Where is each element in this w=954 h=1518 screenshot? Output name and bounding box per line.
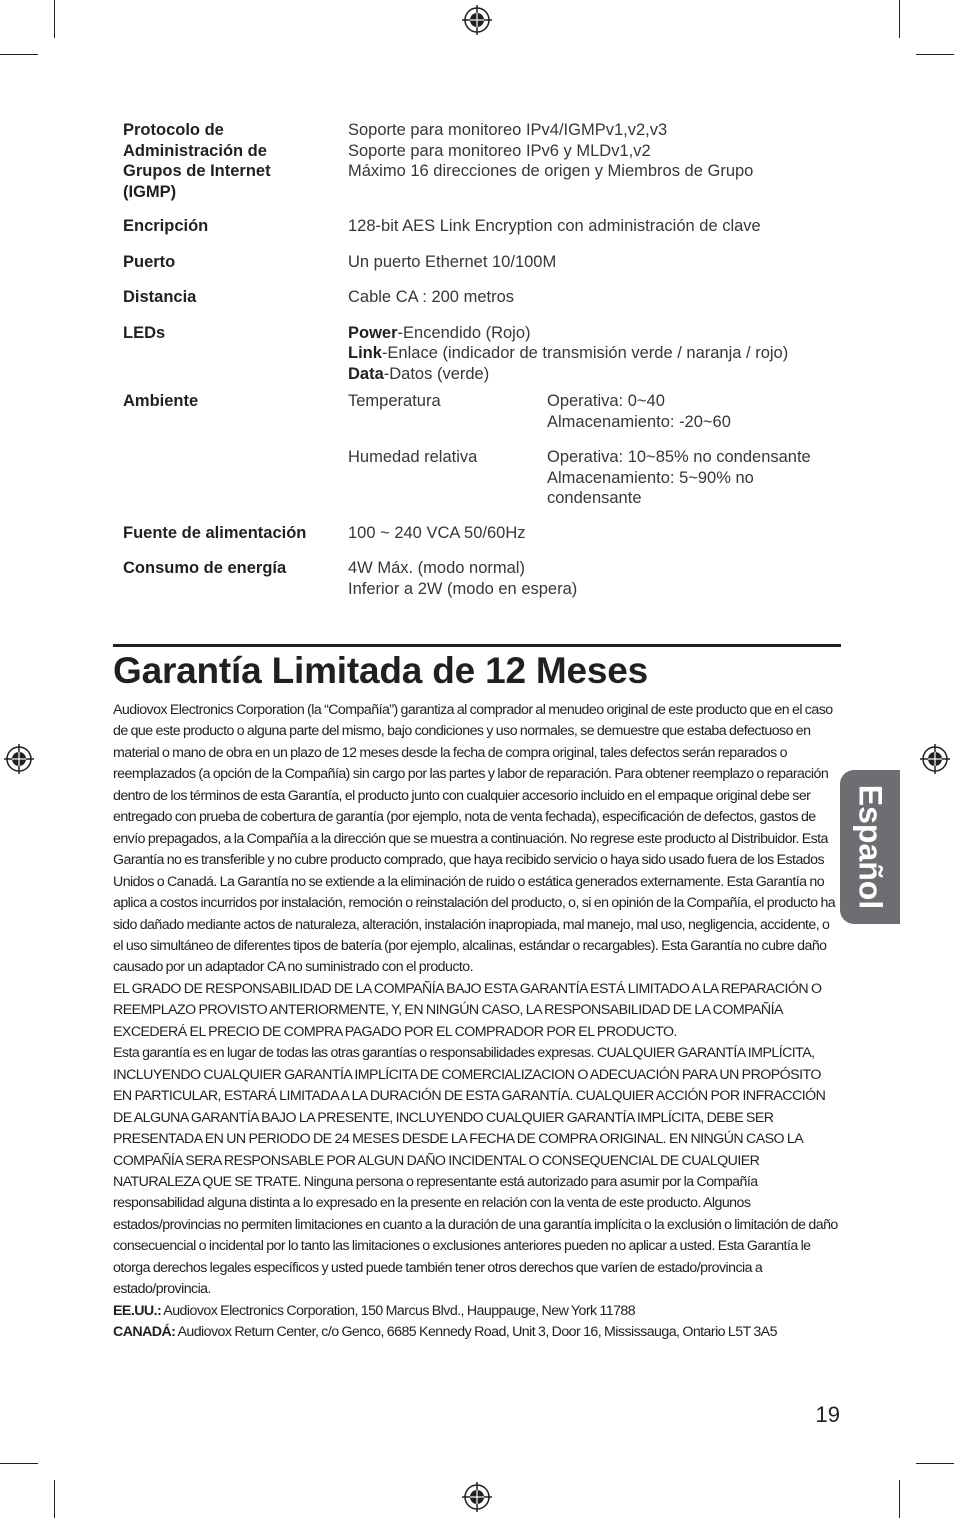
spec-label: Distancia	[123, 288, 197, 306]
led-link	[348, 343, 841, 364]
registration-mark-icon	[920, 744, 950, 774]
spec-row-power-source	[123, 523, 841, 544]
spec-label: Ambiente	[123, 392, 199, 410]
address-label: CANADÁ:	[113, 1324, 176, 1341]
led-desc: -Encendido (Rojo)	[397, 323, 531, 342]
spec-label: Protocolo de Administración de Grupos de Internet (IGMP)	[123, 121, 271, 201]
env-key: Humedad relativa	[348, 448, 478, 466]
warranty-paragraph: EL GRADO DE RESPONSABILIDAD DE LA COMPAÑÍA BAJO ESTA GARANTÍA ESTÁ LIMITADO A LA REPARACIÓN O REEMPLAZO PROVISTO ANTERIORMENTE, Y, EN NINGÚN CASO, LA RESPONSABILIDAD DE LA COMPAÑÍA EXCEDERÁ EL PRECIO DE COMPRA PAGADO POR EL COMPRADOR POR EL PRODUCTO.	[113, 980, 822, 1040]
led-desc: -Datos (verde)	[383, 364, 490, 383]
spec-value	[348, 391, 841, 509]
spec-row-distance	[123, 287, 841, 308]
address-label: EE.UU.:	[113, 1302, 162, 1319]
env-line: Almacenamiento: 5~90% no condensante	[547, 468, 754, 507]
address-canada	[113, 1322, 840, 1343]
crop-mark	[916, 54, 954, 55]
spec-label: LEDs	[123, 323, 166, 342]
language-tab	[840, 770, 900, 924]
registration-mark-icon	[4, 744, 34, 774]
spec-value: Un puerto Ethernet 10/100M	[348, 252, 557, 271]
specifications-table	[123, 120, 841, 599]
address-text: Audiovox Return Center, c/o Genco, 6685 Kennedy Road, Unit 3, Door 16, Mississauga, Ontario L5T 3A5	[175, 1324, 777, 1341]
led-power	[348, 323, 841, 344]
spec-value: 128-bit AES Link Encryption con administración de clave	[348, 217, 761, 235]
spec-line: Soporte para monitoreo IPv6 y MLDv1,v2	[348, 141, 651, 160]
spec-label: Fuente de alimentación	[123, 523, 307, 542]
crop-mark	[0, 1463, 38, 1464]
spec-label: Puerto	[123, 252, 176, 271]
led-name: Data	[348, 364, 384, 383]
spec-row-port	[123, 252, 841, 273]
env-value	[547, 447, 841, 509]
crop-mark	[0, 54, 38, 55]
env-temperature	[348, 391, 841, 432]
spec-value: Cable CA : 200 metros	[348, 288, 514, 306]
crop-mark	[899, 1480, 900, 1518]
section-divider	[113, 644, 841, 647]
env-humidity	[348, 447, 841, 509]
warranty-paragraph: Audiovox Electronics Corporation (la “Compañía”) garantiza al comprador al menudeo original de este producto que en el caso de que este producto o alguna parte del mismo, bajo condiciones y uso normales, se demuestre que estaba defectuoso en material o mano de obra en un plazo de 12 meses desde la fecha de compra original, tales defectos serán reparados o reemplazados (a opción de la Compañía) sin cargo por las partes y labor de reparación. Para obtener reemplazo o reparación dentro de los términos de esta Garantía, el producto junto con cualquier accesorio incluido en el empaque original debe ser entregado con prueba de cobertura de garantía (por ejemplo, nota de venta fechada), especificación de defectos, gastos de envío prepagados, a la Compañía a la dirección que se muestra a continuación. No regrese este producto al Distribuidor. Esta Garantía no es transferible y no cubre producto comprado, que haya recibido servicio o haya sido usado fuera de los Estados Unidos o Canadá. La Garantía no se extiende a la eliminación de ruido o estática generados externamente. Esta Garantía no aplica a costos incurridos por instalación, remoción o reinstalación del producto, o, si en opinión de la Compañía, el producto ha sido dañado mediante actos de naturaleza, alteración, instalación inapropiada, mal manejo, mal uso, negligencia, accidente, o el uso simultáneo de diferentes tipos de batería (por ejemplo, alcalinas, estándar o recargables). Esta Garantía no cubre daño causado por un adaptador CA no suministrado con el producto.	[113, 702, 836, 976]
crop-mark	[916, 1463, 954, 1464]
led-data	[348, 364, 841, 385]
env-value	[547, 391, 841, 432]
crop-mark	[54, 1480, 55, 1518]
warranty-body	[113, 700, 840, 1344]
spec-label: Encripción	[123, 217, 209, 235]
language-tab-label: Español	[852, 784, 889, 910]
spec-value	[348, 120, 841, 182]
led-name: Link	[348, 344, 382, 362]
env-line: Almacenamiento: -20~60	[547, 412, 731, 431]
spec-row-leds	[123, 323, 841, 385]
spec-value	[348, 323, 841, 385]
crop-mark	[54, 0, 55, 38]
spec-row-encryption	[123, 216, 841, 237]
spec-row-igmp	[123, 120, 841, 202]
warranty-title: Garantía Limitada de 12 Meses	[113, 650, 649, 691]
env-key: Temperatura	[348, 392, 441, 410]
spec-line: Soporte para monitoreo IPv4/IGMPv1,v2,v3	[348, 121, 668, 139]
spec-row-consumption	[123, 558, 841, 599]
page-number: 19	[815, 1402, 840, 1427]
spec-line: 4W Máx. (modo normal)	[348, 559, 525, 577]
spec-line: Inferior a 2W (modo en espera)	[348, 579, 578, 598]
led-name: Power	[348, 323, 398, 342]
env-line: Operativa: 0~40	[547, 392, 665, 410]
crop-mark	[899, 0, 900, 38]
spec-label: Consumo de energía	[123, 559, 287, 577]
address-us	[113, 1301, 840, 1322]
registration-mark-icon	[462, 1482, 492, 1512]
spec-line: Máximo 16 direcciones de origen y Miembros de Grupo	[348, 162, 754, 180]
spec-value: 100 ~ 240 VCA 50/60Hz	[348, 523, 526, 542]
registration-mark-icon	[462, 5, 492, 35]
spec-value	[348, 558, 841, 599]
led-desc: -Enlace (indicador de transmisión verde / naranja / rojo)	[381, 344, 789, 362]
spec-row-environment	[123, 391, 841, 509]
address-text: Audiovox Electronics Corporation, 150 Marcus Blvd., Hauppauge, New York 11788	[161, 1302, 636, 1319]
env-line: Operativa: 10~85% no condensante	[547, 448, 811, 466]
warranty-paragraph: Esta garantía es en lugar de todas las otras garantías o responsabilidades expresas. CUALQUIER GARANTÍA IMPLÍCITA, INCLUYENDO CUALQUIER GARANTÍA IMPLÍCITA DE COMERCIALIZACION O ADECUACIÓN PARA UN PROPÓSITO EN PARTICULAR, ESTARÁ LIMITADA A LA DURACIÓN DE ESTA GARANTÍA. CUALQUIER ACCIÓN POR INFRACCIÓN DE ALGUNA GARANTÍA BAJO LA PRESENTE, INCLUYENDO CUALQUIER GARANTÍA IMPLÍCITA, DEBE SER PRESENTADA EN UN PERIODO DE 24 MESES DESDE LA FECHA DE COMPRA ORIGINAL. EN NINGÚN CASO LA COMPAÑÍA SERA RESPONSABLE POR ALGUN DAÑO INCIDENTAL O CONSEQUENCIAL DE CUALQUIER NATURALEZA QUE SE TRATE. Ninguna persona o representante está autorizado para asumir por la Compañía responsabilidad alguna distinta a lo expresado en la presente en relación con la venta de este producto. Algunos estados/provincias no permiten limitaciones en cuanto a la duración de una garantía implícita o la exclusión o limitación de daño consecuencial o incidental por lo tanto las limitaciones o exclusiones anteriores pueden no aplicar a usted. Esta Garantía le otorga derechos legales específicos y usted puede también tener otros derechos que varíen de estado/provincia a estado/provincia.	[113, 1045, 838, 1298]
